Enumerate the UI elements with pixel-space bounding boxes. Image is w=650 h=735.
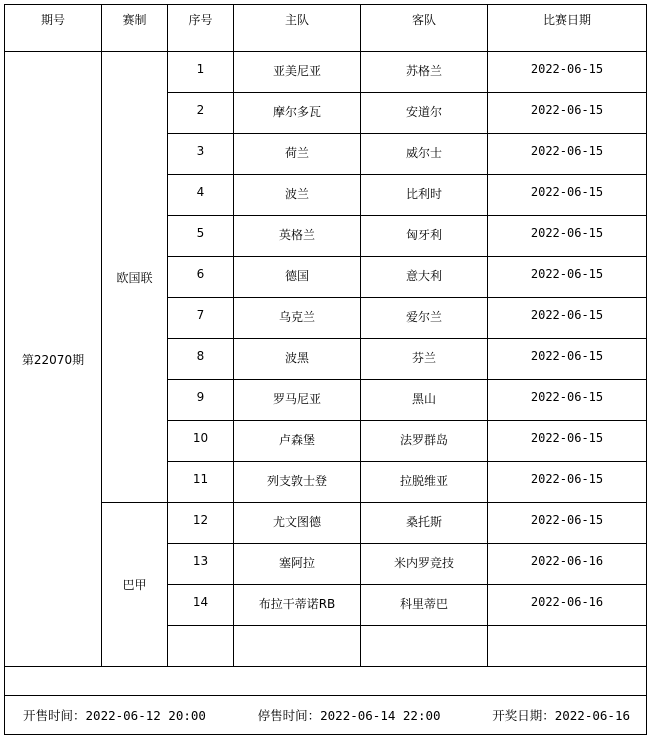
match-index: 7 (168, 298, 234, 339)
blank-cell (488, 626, 647, 667)
home-team: 波黑 (234, 339, 361, 380)
competition-cell: 巴甲 (102, 503, 168, 667)
header-row (5, 5, 647, 52)
sale-start-label: 开售时间： (23, 708, 86, 723)
match-date: 2022-06-15 (488, 134, 647, 175)
home-team: 布拉干蒂诺RB (234, 585, 361, 626)
header-match-date: 比赛日期 (488, 5, 647, 52)
home-team: 英格兰 (234, 216, 361, 257)
match-date: 2022-06-15 (488, 421, 647, 462)
match-date: 2022-06-15 (488, 257, 647, 298)
match-date: 2022-06-15 (488, 216, 647, 257)
away-team: 意大利 (361, 257, 488, 298)
sale-stop-label: 停售时间： (257, 708, 321, 723)
blank-cell (234, 626, 361, 667)
home-team: 德国 (234, 257, 361, 298)
blank-cell (361, 626, 488, 667)
match-date: 2022-06-15 (488, 298, 647, 339)
match-index: 14 (168, 585, 234, 626)
home-team: 尤文图德 (234, 503, 361, 544)
match-date: 2022-06-15 (488, 380, 647, 421)
away-team: 科里蒂巴 (361, 585, 488, 626)
home-team: 波兰 (234, 175, 361, 216)
home-team: 罗马尼亚 (234, 380, 361, 421)
match-date: 2022-06-16 (488, 585, 647, 626)
match-index: 6 (168, 257, 234, 298)
sale-start-time (23, 706, 206, 724)
match-index: 9 (168, 380, 234, 421)
home-team: 列支敦士登 (234, 462, 361, 503)
match-date: 2022-06-16 (488, 544, 647, 585)
match-index: 10 (168, 421, 234, 462)
table-row (5, 503, 647, 544)
away-team: 拉脱维亚 (361, 462, 488, 503)
spacer-cell (5, 667, 647, 696)
away-team: 法罗群岛 (361, 421, 488, 462)
away-team: 威尔士 (361, 134, 488, 175)
away-team: 桑托斯 (361, 503, 488, 544)
match-date: 2022-06-15 (488, 462, 647, 503)
header-home-team: 主队 (234, 5, 361, 52)
period-cell: 第22070期 (5, 52, 102, 667)
header-period: 期号 (5, 5, 102, 52)
footer-row (5, 696, 647, 735)
footer-info (5, 706, 646, 724)
sale-stop-time (258, 706, 441, 724)
match-index: 2 (168, 93, 234, 134)
match-index: 8 (168, 339, 234, 380)
home-team: 乌克兰 (234, 298, 361, 339)
match-index: 4 (168, 175, 234, 216)
away-team: 芬兰 (361, 339, 488, 380)
away-team: 黑山 (361, 380, 488, 421)
header-away-team: 客队 (361, 5, 488, 52)
match-index: 11 (168, 462, 234, 503)
match-date: 2022-06-15 (488, 503, 647, 544)
spacer-row (5, 667, 647, 696)
sale-stop-value: 2022-06-14 22:00 (320, 708, 441, 723)
match-index: 5 (168, 216, 234, 257)
match-date: 2022-06-15 (488, 175, 647, 216)
away-team: 安道尔 (361, 93, 488, 134)
match-date: 2022-06-15 (488, 93, 647, 134)
match-index: 13 (168, 544, 234, 585)
home-team: 塞阿拉 (234, 544, 361, 585)
draw-date (492, 706, 630, 724)
table-row (5, 52, 647, 93)
blank-cell (168, 626, 234, 667)
match-index: 1 (168, 52, 234, 93)
footer-cell (5, 696, 647, 735)
match-index: 12 (168, 503, 234, 544)
header-competition: 赛制 (102, 5, 168, 52)
draw-date-value: 2022-06-16 (554, 708, 630, 723)
sale-start-value: 2022-06-12 20:00 (85, 708, 206, 723)
home-team: 亚美尼亚 (234, 52, 361, 93)
away-team: 米内罗竞技 (361, 544, 488, 585)
match-date: 2022-06-15 (488, 339, 647, 380)
away-team: 比利时 (361, 175, 488, 216)
match-schedule-table (4, 4, 647, 735)
header-index: 序号 (168, 5, 234, 52)
competition-cell: 欧国联 (102, 52, 168, 503)
home-team: 摩尔多瓦 (234, 93, 361, 134)
away-team: 苏格兰 (361, 52, 488, 93)
away-team: 匈牙利 (361, 216, 488, 257)
match-date: 2022-06-15 (488, 52, 647, 93)
away-team: 爱尔兰 (361, 298, 488, 339)
home-team: 卢森堡 (234, 421, 361, 462)
draw-date-label: 开奖日期： (492, 708, 555, 723)
match-index: 3 (168, 134, 234, 175)
home-team: 荷兰 (234, 134, 361, 175)
